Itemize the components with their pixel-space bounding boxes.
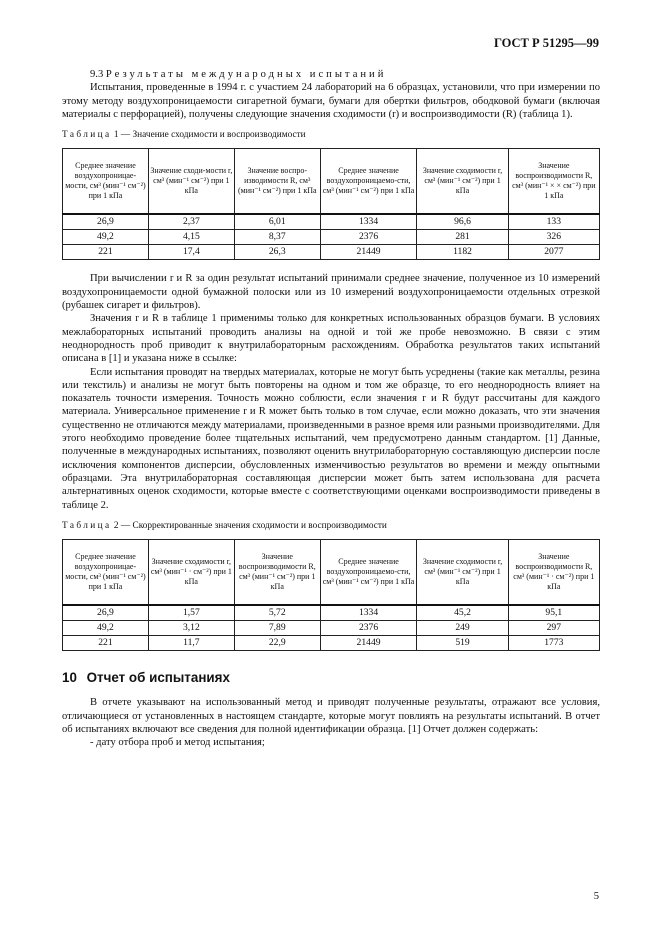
table-row xyxy=(63,605,600,621)
table-row xyxy=(63,245,600,260)
section-title: Отчет об испытаниях xyxy=(86,670,230,686)
table-header-cell: Значение сходимости r, см³ (мин⁻¹ см⁻²) при 1 кПа xyxy=(417,540,508,606)
table-cell: 1773 xyxy=(508,636,599,651)
table-row xyxy=(63,214,600,230)
table-cell: 21449 xyxy=(320,636,417,651)
table-label: Таблица xyxy=(62,520,112,531)
table-cell: 22,9 xyxy=(234,636,320,651)
table-row xyxy=(63,621,600,636)
table-2-caption xyxy=(62,520,600,533)
table-cell: 45,2 xyxy=(417,605,508,621)
table-1 xyxy=(62,148,600,260)
table-cell: 519 xyxy=(417,636,508,651)
table-2 xyxy=(62,539,600,651)
table-cell: 221 xyxy=(63,245,149,260)
table-cell: 49,2 xyxy=(63,230,149,245)
table-header-cell: Среднее значение воздухопроницае-мости, см³ (мин⁻¹ см⁻²) при 1 кПа xyxy=(63,540,149,606)
section-9-3-heading xyxy=(62,68,600,81)
table-cell: 49,2 xyxy=(63,621,149,636)
table-header-cell: Среднее значение воздухопроницае-мости, см³ (мин⁻¹ см⁻²) при 1 кПа xyxy=(63,149,149,215)
table-cell: 1334 xyxy=(320,605,417,621)
section-number: 9.3 xyxy=(90,69,104,80)
paragraph: Испытания, проведенные в 1994 г. с участием 24 лабораторий на 6 образцах, установили, что при измерении по этому методу воздухопроницаемости сигаретной бумаги, бумаги для обертки фильтров, ободковой бумаги (включая материалы с перфорацией), получены следующие значения сходимости (r) и воспроизводимости (R) (таблица 1). xyxy=(62,82,600,120)
table-cell: 7,89 xyxy=(234,621,320,636)
table-cell: 11,7 xyxy=(148,636,234,651)
document-header: ГОСТ Р 51295—99 xyxy=(493,36,599,50)
table-cell: 2376 xyxy=(320,230,417,245)
section-10-heading xyxy=(62,671,600,684)
table-cell: 8,37 xyxy=(234,230,320,245)
table-row xyxy=(63,636,600,651)
table-cell: 133 xyxy=(508,214,599,230)
section-title: Результаты международных испытаний xyxy=(105,69,387,80)
page-number: 5 xyxy=(593,891,599,902)
table-cell: 26,3 xyxy=(234,245,320,260)
table-header-cell: Значение воспро-изводимости R, см³ (мин⁻¹ см⁻²) при 1 кПа xyxy=(234,149,320,215)
table-caption-text: 1 — Значение сходимости и воспроизводимости xyxy=(113,130,306,141)
table-header-cell: Значение сходи-мости r, см³ (мин⁻¹ см⁻²) при 1 кПа xyxy=(148,149,234,215)
table-cell: 249 xyxy=(417,621,508,636)
paragraph: Значения r и R в таблице 1 применимы только для конкретных использованных образцов бумаги. В условиях межлабораторных испытаний проводить анализы на одной и той же пробе невозможно. В связи с этим неоднородность проб приводит к внутрилабораторным расхождениям. Обработка результатов таких испытаний описана в [1] и указана ниже в ссылке: xyxy=(62,313,600,365)
list-item: - дату отбора проб и метод испытания; xyxy=(90,737,265,749)
table-header-cell: Значение воспроизводимости R, см³ (мин⁻¹ × × см⁻²) при 1 кПа xyxy=(508,149,599,215)
table-cell: 4,15 xyxy=(148,230,234,245)
table-header-cell: Среднее значение воздухопроницаемо-сти, см³ (мин⁻¹ см⁻²) при 1 кПа xyxy=(320,149,417,215)
paragraph: При вычислении r и R за один результат испытаний принимали среднее значение, полученное из 10 измерений воздухопроницаемости одной бумажной полоски или из 10 измерений воздухопроницаемости отдельных отрезкой (рубашек сигарет и фильтров). xyxy=(62,273,600,312)
table-cell: 221 xyxy=(63,636,149,651)
table-cell: 26,9 xyxy=(63,605,149,621)
table-row xyxy=(63,230,600,245)
table-cell: 1182 xyxy=(417,245,508,260)
table-cell: 17,4 xyxy=(148,245,234,260)
table-header-cell: Значение воспроизводимости R, см³ (мин⁻¹ см⁻²) при 1 кПа xyxy=(234,540,320,606)
table-cell: 1,57 xyxy=(148,605,234,621)
table-cell: 6,01 xyxy=(234,214,320,230)
table-header-cell: Значение воспроизводимости R, см³ (мин⁻¹ · см⁻²) при 1 кПа xyxy=(508,540,599,606)
table-cell: 281 xyxy=(417,230,508,245)
table-cell: 2376 xyxy=(320,621,417,636)
table-cell: 96,6 xyxy=(417,214,508,230)
table-cell: 1334 xyxy=(320,214,417,230)
table-cell: 297 xyxy=(508,621,599,636)
table-caption-text: 2 — Скорректированные значения сходимости и воспроизводимости xyxy=(113,520,387,531)
table-cell: 21449 xyxy=(320,245,417,260)
table-cell: 2077 xyxy=(508,245,599,260)
table-cell: 5,72 xyxy=(234,605,320,621)
section-number: 10 xyxy=(62,670,77,686)
page-content xyxy=(62,68,600,750)
table-1-caption xyxy=(62,129,600,142)
table-cell: 3,12 xyxy=(148,621,234,636)
table-cell: 2,37 xyxy=(148,214,234,230)
table-header-cell: Среднее значение воздухопроницаемо-сти, см³ (мин⁻¹ см⁻²) при 1 кПа xyxy=(320,540,417,606)
table-cell: 326 xyxy=(508,230,599,245)
paragraph: Если испытания проводят на твердых материалах, которые не могут быть усреднены (такие как металлы, резина или текстиль) и анализы не могут быть повторены на одном и том же образце, то его неоднородность влияет на показатель точности измерения. Точность можно соблюсти, если значения r и R будут рассчитаны для каждого материала. Универсальное применение r и R может быть только в том случае, если можно доказать, что эти значения существенно не отличаются между материалами, произведенными в разное время или разными производителями. Для этого необходимо проведение более тщательных испытаний, чем предусмотрено данным стандартом. [1] Данные, полученные в международных испытаниях, позволяют оценить внутрилабораторную составляющую дисперсии после исключения компонентов дисперсии, обусловленных изменчивостью результатов во времени и между опытными образцами. Эта внутрилабораторная составляющая дисперсии может быть затем использована для расчета альтернативных оценок сходимости, которые вместе с соответствующими оценками воспроизводимости приведены в таблице 2. xyxy=(62,366,600,511)
table-header-cell: Значение сходимости r, см³ (мин⁻¹ · см⁻²) при 1 кПа xyxy=(148,540,234,606)
table-cell: 26,9 xyxy=(63,214,149,230)
paragraph: В отчете указывают на использованный метод и приводят полученные результаты, отражают все условия, отличающиеся от установленных в настоящем стандарте, которые могут повлиять на результаты испытаний. В отчет об испытаниях включают все сведения для полной идентификации образца. [1] Отчет должен содержать: xyxy=(62,697,600,736)
table-label: Таблица xyxy=(62,130,112,141)
table-header-cell: Значение сходимости r, см³ (мин⁻¹ см⁻²) при 1 кПа xyxy=(417,149,508,215)
table-cell: 95,1 xyxy=(508,605,599,621)
